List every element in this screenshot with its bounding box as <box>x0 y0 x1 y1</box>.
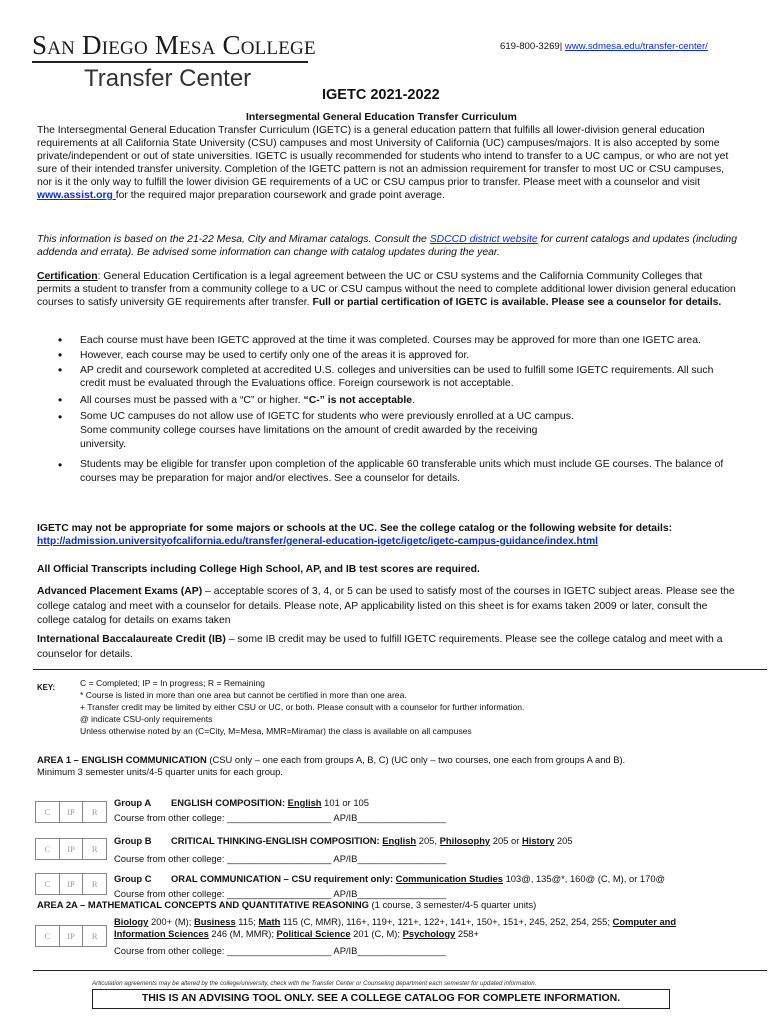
key-legend <box>80 677 524 737</box>
course-name: Computer and Information Sciences <box>114 916 677 939</box>
ib-text: – some IB credit may be used to fulfill IGETC requirements. Please see the college catalog and meet with a counselor for details. <box>37 634 723 660</box>
list-item-text: All courses must be passed with a “C” or higher. <box>80 395 304 406</box>
list-item: • However, each course may be used to certify only one of the areas it is approved for. <box>56 349 726 362</box>
completed-box[interactable]: C <box>36 802 60 822</box>
remaining-box[interactable]: R <box>91 878 98 889</box>
course-name: Math <box>258 916 281 927</box>
status-checkboxes[interactable] <box>35 925 107 947</box>
course-numbers: 101 or 105 <box>321 797 369 808</box>
in-progress-box[interactable]: IP <box>60 802 84 822</box>
list-item: • Each course must have been IGETC approved at the time it was completed. Courses may be approved for more than one IGETC area. <box>56 334 726 347</box>
key-label: KEY: <box>37 683 56 692</box>
ap-paragraph <box>37 585 737 629</box>
group-b-row <box>114 835 573 847</box>
group-title: ENGLISH COMPOSITION: <box>171 797 288 808</box>
course-name: Business <box>193 916 236 927</box>
course-name: Philosophy <box>439 835 491 846</box>
completed-box[interactable]: C <box>36 839 60 859</box>
group-label: Group B <box>114 835 152 846</box>
area2a-courses <box>114 916 714 940</box>
key-line: + Transfer credit may be limited by either CSU or UC, or both. Please consult with a counselor for further information. <box>80 702 525 712</box>
other-college-line[interactable]: Course from other college: ____________________ AP/IB_________________ <box>114 888 447 899</box>
course-name: History <box>521 835 555 846</box>
other-college-line[interactable]: Course from other college: ____________________ AP/IB_________________ <box>114 812 447 823</box>
status-checkboxes[interactable] <box>35 838 107 860</box>
page-subtitle: Intersegmental General Education Transfer Curriculum <box>246 112 517 123</box>
other-college-line[interactable]: Course from other college: ____________________ AP/IB_________________ <box>114 853 447 864</box>
ib-paragraph <box>37 633 737 662</box>
key-line: Unless otherwise noted by an (C=City, M=Mesa, MMR=Miramar) the class is available on all campuses <box>80 726 472 736</box>
course-name: English <box>382 835 417 846</box>
rules-list <box>56 334 726 486</box>
area2a-title: AREA 2A – MATHEMATICAL CONCEPTS AND QUANTITATIVE REASONING <box>37 899 369 910</box>
advising-disclaimer: THIS IS AN ADVISING TOOL ONLY. SEE A COLLEGE CATALOG FOR COMPLETE INFORMATION. <box>92 989 670 1009</box>
list-item <box>56 394 726 407</box>
course-name: English <box>287 797 322 808</box>
area1-header <box>37 754 737 778</box>
list-item-bold: “C-” is not acceptable <box>303 395 413 406</box>
ib-label: International Baccalaureate Credit (IB) <box>37 634 226 645</box>
key-line: * Course is listed in more than one area but cannot be certified in more than one area. <box>80 690 407 700</box>
group-label: Group C <box>114 873 152 884</box>
ap-label: Advanced Placement Exams (AP) <box>37 586 203 597</box>
catalog-note <box>37 233 737 259</box>
phone-number: 619-800-3269| <box>500 41 563 52</box>
transcripts-note: All Official Transcripts including College High School, AP, and IB test scores are required. <box>37 564 480 575</box>
group-title: CRITICAL THINKING-ENGLISH COMPOSITION: <box>171 835 383 846</box>
contact-line <box>500 41 708 53</box>
ap-text: – acceptable scores of 3, 4, or 5 can be used to satisfy most of the courses in IGETC subject areas. Please see the college catalog and meet with a counselor for details. Please note, AP applicability listed on this sheet is for exams taken 2009 or later, consult the college catalog for details on exams taken <box>37 586 735 626</box>
area1-min: Minimum 3 semester units/4-5 quarter units for each group. <box>37 766 283 777</box>
list-item: • AP credit and coursework completed at accredited U.S. colleges and universities can be used to fulfill some IGETC requirements. All such credit must be evaluated through the Evaluations office. Foreign coursework is not acceptable. <box>56 364 726 390</box>
area1-title: AREA 1 – ENGLISH COMMUNICATION <box>37 754 207 765</box>
course-name: Political Science <box>276 928 351 939</box>
status-checkboxes[interactable] <box>35 873 107 895</box>
course-numbers: 205 or <box>490 835 522 846</box>
in-progress-box[interactable]: IP <box>60 926 84 946</box>
course-numbers: 115 (C, MMR), 116+, 119+, 121+, 122+, 141+, 150+, 151+, 245, 252, 254, 255; <box>280 916 613 927</box>
group-c-row <box>114 873 665 885</box>
in-progress-box[interactable]: IP <box>60 874 84 894</box>
area2a-desc: (1 course, 3 semester/4-5 quarter units) <box>368 899 537 910</box>
certification-label: Certification <box>37 271 98 282</box>
transfer-center-link[interactable]: www.sdmesa.edu/transfer-center/ <box>564 41 708 52</box>
transfer-center-logo: Transfer Center <box>84 65 252 92</box>
uc-guidance-link[interactable]: http://admission.universityofcalifornia.edu/transfer/general-education-igetc/igetc/igetc-campus-guidance/index.html <box>37 536 598 547</box>
articulation-note: Articulation agreements may be altered by the college/university, check with the Transfer Center or Counseling department each semester for updated information. <box>92 980 537 987</box>
course-numbers: 103@, 135@*, 160@ (C, M), or 170@ <box>502 873 666 884</box>
course-numbers: 200+ (M); <box>148 916 194 927</box>
area1-desc: (CSU only – one each from groups A, B, C) (UC only – two courses, one each from groups A and B). <box>206 754 626 765</box>
key-line: C = Completed; IP = In progress; R = Remaining <box>80 678 265 688</box>
group-label: Group A <box>114 797 152 808</box>
certification-bold: Full or partial certification of IGETC is available. Please see a counselor for details. <box>312 297 722 308</box>
course-numbers: 205, <box>416 835 440 846</box>
divider <box>33 669 767 670</box>
catalog-text: This information is based on the 21-22 Mesa, City and Miramar catalogs. Consult the <box>37 234 430 245</box>
group-a-row <box>114 797 369 809</box>
remaining-box[interactable]: R <box>91 930 98 941</box>
completed-box[interactable]: C <box>36 874 60 894</box>
course-numbers: 258+ <box>455 928 479 939</box>
uc-note-text: IGETC may not be appropriate for some majors or schools at the UC. See the college catalog or the following website for details: <box>37 523 673 534</box>
certification-paragraph <box>37 270 737 309</box>
course-name: Biology <box>114 916 149 927</box>
course-numbers: 115; <box>235 916 259 927</box>
course-numbers: 201 (C, M); <box>350 928 403 939</box>
remaining-box[interactable]: R <box>91 806 98 817</box>
sdccd-link[interactable]: SDCCD district website <box>429 234 538 245</box>
course-name: Communication Studies <box>395 873 503 884</box>
list-item: • Students may be eligible for transfer upon completion of the applicable 60 transferable units which must include GE courses. The balance of courses may be preparation for major and/or electives. See a counselor for details. <box>56 458 726 486</box>
uc-note <box>37 522 737 548</box>
other-college-line[interactable]: Course from other college: ____________________ AP/IB_________________ <box>114 945 447 956</box>
area2a-header <box>37 899 536 911</box>
intro-text-end: for the required major preparation coursework and grade point average. <box>115 190 445 201</box>
in-progress-box[interactable]: IP <box>60 839 84 859</box>
course-numbers: 246 (M, MMR); <box>208 928 277 939</box>
completed-box[interactable]: C <box>36 926 60 946</box>
catalog-text-end: for current catalogs and updates (including addenda and errata). Be advised some information can change with catalog updates during the year. <box>37 234 737 258</box>
remaining-box[interactable]: R <box>91 843 98 854</box>
assist-link[interactable]: www.assist.org <box>37 190 116 201</box>
status-checkboxes[interactable] <box>35 801 107 823</box>
course-numbers: 205 <box>554 835 573 846</box>
page-title: IGETC 2021-2022 <box>322 87 440 103</box>
key-line: @ indicate CSU-only requirements <box>80 714 213 724</box>
logo-divider <box>32 61 308 63</box>
college-logo-name: San Diego Mesa College <box>32 30 316 60</box>
certification-text: : General Education Certification is a legal agreement between the UC or CSU systems and the California Community Colleges that permits a student to transfer from a community college to a UC or CSU campus without the need to complete additional lower division general education courses to satisfy university GE requirements after transfer. <box>37 271 736 308</box>
intro-text: The Intersegmental General Education Transfer Curriculum (IGETC) is a general education pattern that fulfills all lower-division general education requirements at all California State University (CSU) campuses and most University of California (UC) campuses/majors. It is also accepted by some private/independent or out of state universities. IGETC is usually recommended for students who intend to transfer to a UC campus, or who are not yet sure of their intended transfer university. Completion of the IGETC pattern is not an admission requirement for transfer to most UC or CSU campuses, nor is it the only way to fulfill the lower division GE requirements of a UC or CSU campus prior to transfer. Please meet with a counselor and visit <box>37 125 729 188</box>
intro-paragraph <box>37 124 737 202</box>
list-item-end: . <box>412 395 415 406</box>
list-item: • Some UC campuses do not allow use of IGETC for students who were previously enrolled at a UC campus. Some community college courses have limitations on the amount of credit awarded by the receiving university. <box>56 410 580 452</box>
divider <box>33 970 767 971</box>
course-name: Psychology <box>402 928 456 939</box>
group-title: ORAL COMMUNICATION – CSU requirement only: <box>171 873 396 884</box>
